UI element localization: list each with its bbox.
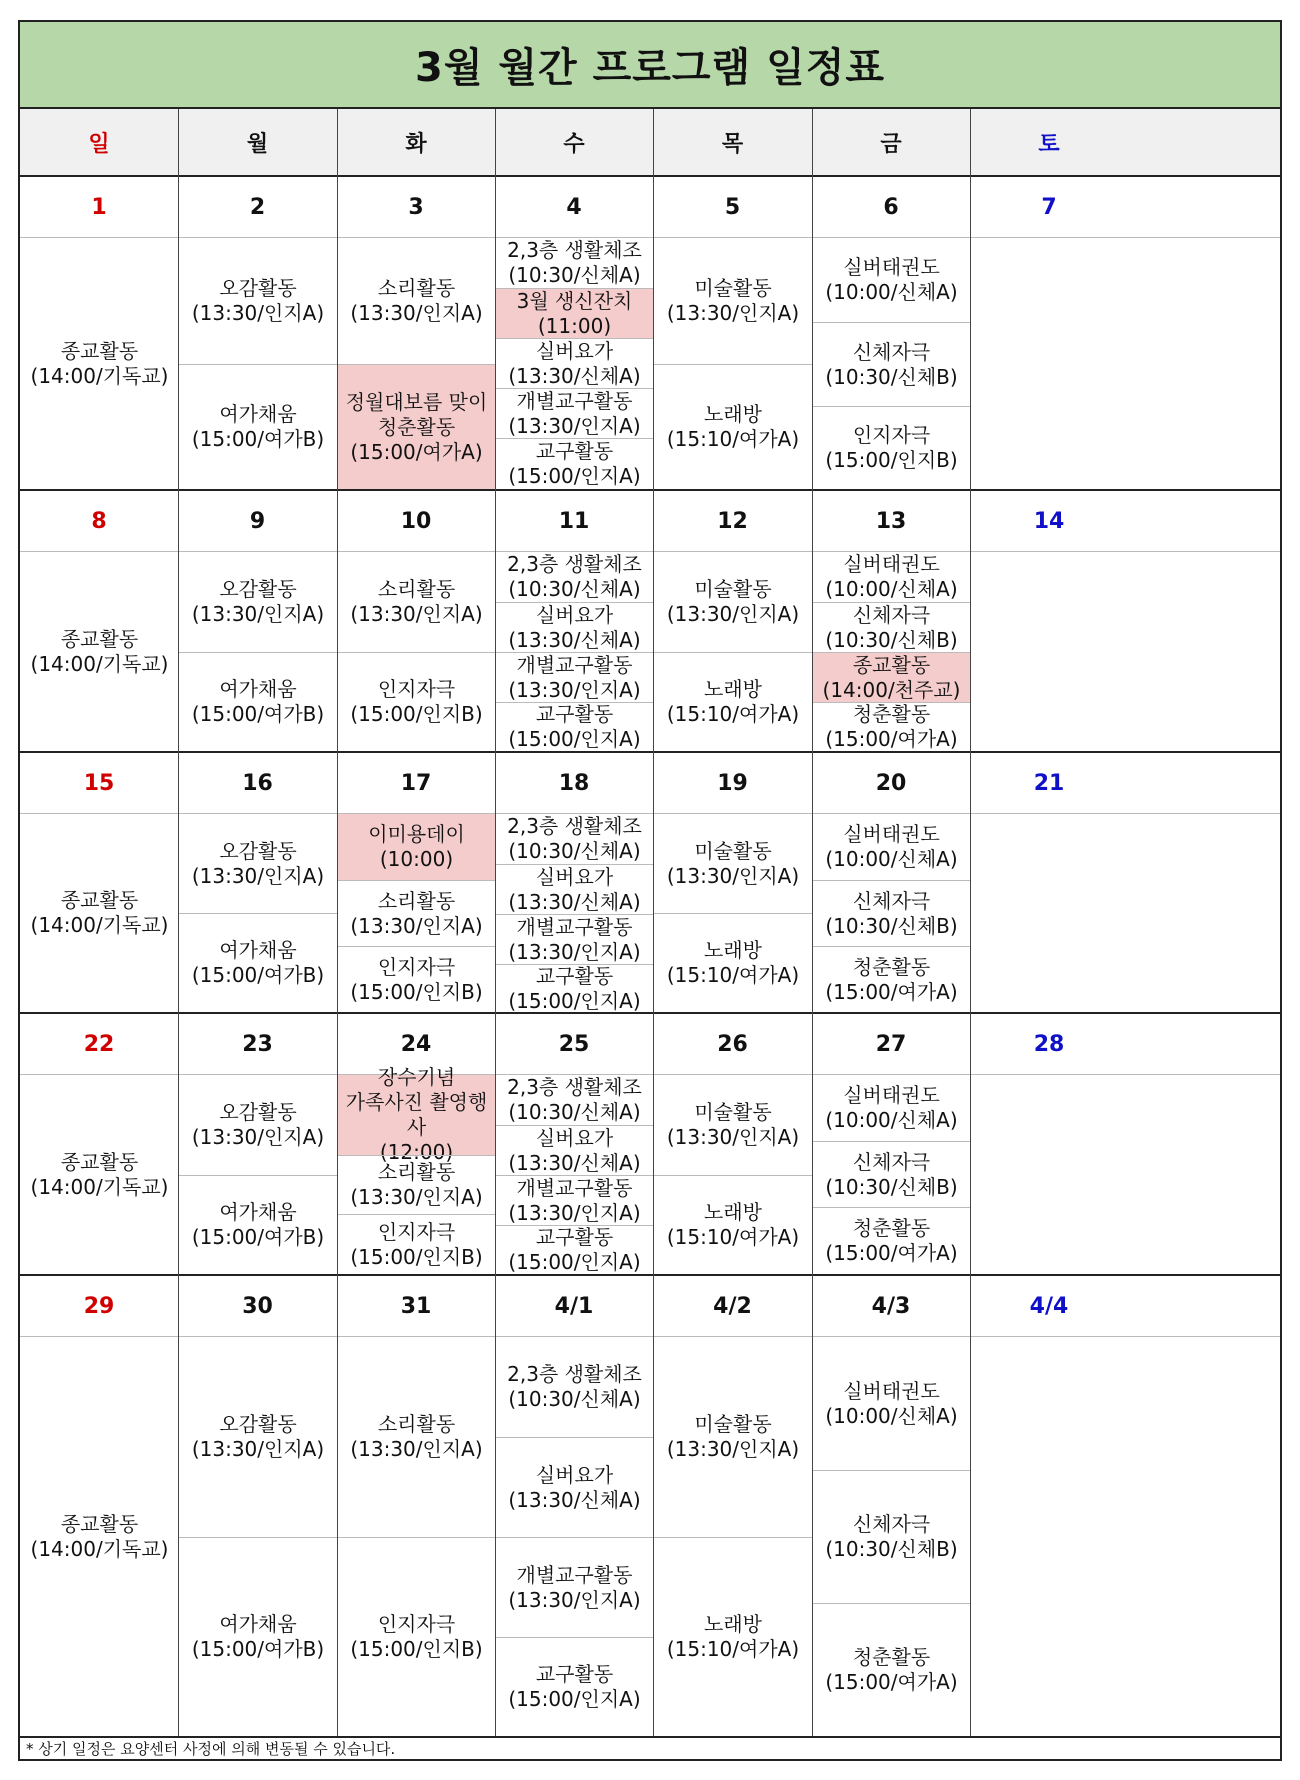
activity-name: 소리활동	[377, 888, 456, 913]
activity-time: (10:30/신체B)	[825, 627, 958, 652]
weekday-header-row	[20, 109, 1280, 177]
activity-cell	[654, 364, 812, 489]
activity-cell	[179, 1075, 337, 1175]
activity-time: (14:00/천주교)	[822, 677, 961, 702]
activity-name: 노래방	[704, 1200, 762, 1224]
activity-time: (14:00/기독교)	[30, 363, 169, 388]
column-divider	[337, 109, 338, 1736]
date-number: 10	[400, 508, 432, 534]
activity-cell	[21, 552, 178, 751]
special-event-cell	[338, 1065, 495, 1164]
activity-time: (10:30/신체A)	[508, 263, 641, 287]
activity-cell	[813, 1207, 970, 1274]
activity-time: (13:30/인지A)	[666, 1125, 800, 1149]
activity-name: 청춘활동	[377, 414, 456, 439]
activity-cell	[496, 814, 653, 864]
activity-time: (13:30/인지A)	[666, 1437, 800, 1461]
date-number: 4/2	[713, 1293, 752, 1319]
special-event-cell	[496, 288, 653, 338]
activity-name: 소리활동	[377, 276, 456, 300]
activity-name: 실버태권도	[843, 255, 940, 279]
activity-cell	[654, 1537, 812, 1736]
activity-time: (15:00/인지B)	[350, 702, 483, 726]
activity-name: 2,3층 생활체조	[507, 238, 642, 262]
date-number: 28	[1033, 1031, 1065, 1057]
date-number: 14	[1033, 508, 1065, 534]
date-number: 17	[400, 770, 432, 796]
activity-name: 교구활동	[535, 963, 614, 988]
date-number: 4	[566, 194, 582, 220]
activity-time: (14:00/기독교)	[30, 651, 169, 676]
activity-name: 미술활동	[694, 577, 772, 601]
activity-cell	[813, 1075, 970, 1141]
week-row	[20, 1274, 1280, 1736]
activity-cell	[179, 913, 337, 1012]
activity-name: 신체자극	[852, 1149, 931, 1174]
date-number: 26	[717, 1031, 748, 1057]
activity-cell	[813, 702, 970, 751]
activity-time: (15:00/여가B)	[191, 1637, 325, 1661]
column-divider	[495, 109, 496, 1736]
activity-time: (15:10/여가A)	[666, 963, 800, 987]
activity-cell	[21, 814, 178, 1012]
column-divider	[812, 109, 813, 1736]
activity-time: (11:00)	[537, 313, 612, 338]
activity-cell	[496, 602, 653, 652]
activity-time: (10:30/신체B)	[825, 1174, 958, 1199]
date-number: 4/1	[554, 1293, 594, 1319]
activity-name: 장수기념	[377, 1065, 456, 1089]
activity-name: 개별교구활동	[516, 388, 633, 413]
weekday-label-thu: 목	[721, 131, 744, 157]
activity-cell	[338, 1537, 495, 1736]
activity-name: 인지자극	[377, 1219, 456, 1244]
activity-cell	[179, 364, 337, 489]
activity-cell	[496, 864, 653, 914]
activity-name: 개별교구활동	[516, 1562, 633, 1587]
weekday-label-mon: 월	[246, 131, 269, 157]
activity-cell	[496, 1125, 653, 1175]
column-divider	[178, 109, 179, 1736]
week-row	[20, 751, 1280, 1012]
activity-name: 인지자극	[377, 677, 456, 701]
activity-time: (13:30/인지A)	[508, 939, 641, 964]
activity-name: 소리활동	[377, 1160, 456, 1184]
activity-cell	[338, 946, 495, 1012]
activity-cell	[813, 814, 970, 880]
activity-cell	[813, 552, 970, 602]
activity-cell	[496, 1225, 653, 1274]
date-number: 27	[875, 1031, 907, 1057]
activity-cell	[496, 1175, 653, 1225]
activity-cell	[496, 1437, 653, 1537]
date-number: 8	[91, 508, 107, 534]
activity-time: (13:30/인지A)	[508, 1587, 641, 1612]
weekday-label-wed: 수	[563, 131, 585, 157]
activity-name: 여가채움	[219, 1200, 297, 1224]
special-event-cell	[813, 652, 970, 702]
activity-name: 노래방	[704, 938, 762, 962]
date-number: 29	[83, 1293, 115, 1319]
activity-time: (15:10/여가A)	[666, 1225, 800, 1249]
weekday-label-sat: 토	[1038, 131, 1060, 157]
activity-time: (13:30/인지A)	[666, 301, 800, 325]
activity-time: (13:30/인지A)	[350, 301, 483, 325]
activity-name: 소리활동	[377, 577, 456, 601]
date-number: 23	[242, 1031, 273, 1057]
activity-cell	[496, 1637, 653, 1736]
activity-cell	[813, 946, 970, 1012]
activity-name: 2,3층 생활체조	[507, 1075, 642, 1099]
date-number: 4/4	[1029, 1293, 1069, 1319]
activity-name: 실버요가	[535, 864, 614, 889]
column-divider	[970, 109, 971, 1736]
activity-name: 여가채움	[219, 938, 297, 962]
activity-cell	[21, 1337, 178, 1736]
activity-name: 교구활동	[535, 1225, 614, 1249]
activity-time: (13:30/신체A)	[508, 889, 641, 914]
date-number: 16	[242, 770, 273, 796]
activity-time: (15:00/여가B)	[191, 702, 325, 726]
activity-time: (10:30/신체A)	[508, 1387, 641, 1411]
activity-time: (13:30/신체A)	[508, 627, 641, 652]
activity-time: (13:30/인지A)	[191, 1437, 325, 1461]
activity-name: 신체자극	[852, 1512, 931, 1536]
activity-name: 청춘활동	[852, 1216, 931, 1240]
activity-cell	[813, 1337, 970, 1470]
weekday-label-sun: 일	[88, 131, 110, 157]
schedule-sheet	[18, 20, 1282, 1761]
activity-cell	[496, 652, 653, 702]
activity-cell	[338, 238, 495, 364]
activity-time: (13:30/신체A)	[508, 363, 641, 388]
activity-time: (10:00)	[379, 847, 454, 871]
date-number: 12	[717, 508, 748, 534]
date-number: 25	[558, 1031, 590, 1057]
date-number: 13	[875, 508, 907, 534]
activity-time: (15:00/인지A)	[508, 1250, 641, 1274]
activity-cell	[813, 322, 970, 406]
activity-cell	[496, 438, 653, 489]
activity-cell	[813, 238, 970, 322]
weekday-label-tue: 화	[405, 131, 427, 157]
activity-cell	[338, 1337, 495, 1537]
date-number: 19	[717, 770, 748, 796]
activity-time: (15:00/여가A)	[825, 1670, 958, 1694]
activity-time: (10:00/신체A)	[825, 1403, 958, 1428]
activity-cell	[654, 913, 812, 1012]
activity-name: 종교활동	[60, 1511, 139, 1536]
activity-name: 실버태권도	[843, 1083, 940, 1107]
week-row	[20, 489, 1280, 751]
activity-time: (15:00/인지B)	[825, 448, 958, 472]
special-event-cell	[338, 364, 495, 489]
date-number: 5	[724, 194, 741, 220]
activity-name: 신체자극	[852, 339, 931, 364]
activity-cell	[813, 602, 970, 652]
activity-time: (15:00/여가A)	[825, 979, 958, 1004]
activity-time: (15:00/여가A)	[825, 727, 958, 751]
activity-time: (15:10/여가A)	[666, 427, 800, 451]
activity-name: 여가채움	[219, 402, 297, 426]
activity-cell	[813, 1141, 970, 1207]
activity-cell	[496, 914, 653, 964]
date-number: 1	[91, 194, 107, 220]
activity-time: (13:30/인지A)	[350, 602, 483, 626]
activity-cell	[338, 880, 495, 946]
activity-time: (15:00/인지A)	[508, 988, 641, 1013]
activity-time: (15:10/여가A)	[666, 702, 800, 726]
activity-cell	[813, 1470, 970, 1603]
activity-name: 2,3층 생활체조	[507, 552, 642, 576]
activity-name: 미술활동	[694, 1412, 772, 1436]
activity-cell	[179, 1175, 337, 1274]
activity-time: (15:00/인지B)	[350, 1637, 483, 1661]
activity-time: (15:10/여가A)	[666, 1637, 800, 1661]
activity-cell	[338, 1214, 495, 1274]
week-row	[20, 177, 1280, 489]
activity-time: (10:30/신체B)	[825, 1537, 958, 1561]
activity-cell	[179, 1537, 337, 1736]
activity-name: 실버태권도	[843, 1378, 940, 1403]
activity-name: 오감활동	[219, 577, 297, 601]
date-number: 2	[249, 194, 266, 220]
date-number: 18	[558, 770, 590, 796]
activity-name: 소리활동	[377, 1412, 456, 1436]
activity-cell	[813, 406, 970, 489]
date-number: 7	[1041, 194, 1057, 220]
activity-name: 2,3층 생활체조	[507, 1362, 642, 1386]
activity-cell	[179, 238, 337, 364]
activity-time: (15:00/여가A)	[825, 1241, 958, 1265]
activity-cell	[496, 552, 653, 602]
activity-time: (10:30/신체B)	[825, 364, 958, 389]
weekday-label-fri: 금	[880, 131, 902, 157]
activity-time: (10:00/신체A)	[825, 847, 958, 871]
activity-cell	[654, 1175, 812, 1274]
activity-cell	[496, 238, 653, 288]
activity-cell	[496, 1537, 653, 1637]
activity-time: (13:30/인지A)	[191, 602, 325, 626]
activity-time: (15:00/여가B)	[191, 963, 325, 987]
activity-name: 신체자극	[852, 602, 931, 627]
activity-name: 오감활동	[219, 276, 297, 300]
week-row	[20, 1012, 1280, 1274]
date-number: 3	[408, 194, 424, 220]
activity-time: (13:30/인지A)	[350, 1185, 483, 1209]
activity-name: 종교활동	[60, 888, 139, 912]
activity-name: 노래방	[704, 677, 762, 701]
activity-name: 3월 생신잔치	[516, 288, 633, 313]
activity-name: 여가채움	[219, 677, 297, 701]
activity-cell	[496, 702, 653, 751]
activity-time: (14:00/기독교)	[30, 1174, 169, 1199]
activity-time: (10:30/신체A)	[508, 577, 641, 601]
activity-name: 청춘활동	[852, 702, 931, 726]
activity-name: 이미용데이	[368, 822, 465, 846]
activity-time: (13:30/신체A)	[508, 1150, 641, 1175]
activity-name: 실버태권도	[843, 552, 940, 576]
activity-time: (10:00/신체A)	[825, 1108, 958, 1132]
activity-cell	[496, 388, 653, 438]
activity-name: 실버요가	[535, 1462, 614, 1487]
activity-cell	[654, 238, 812, 364]
date-number: 20	[875, 770, 907, 796]
activity-cell	[654, 1075, 812, 1175]
activity-time: (10:30/신체A)	[508, 1100, 641, 1124]
activity-cell	[813, 1603, 970, 1736]
activity-name: 실버요가	[535, 338, 614, 363]
activity-name: 신체자극	[852, 888, 931, 913]
activity-time: (15:00/인지A)	[508, 464, 641, 488]
activity-time: (15:00/인지B)	[350, 979, 483, 1004]
activity-cell	[496, 338, 653, 388]
date-number: 11	[558, 508, 590, 534]
activity-name: 노래방	[704, 402, 762, 426]
activity-time: (12:00)	[379, 1140, 454, 1164]
column-divider	[653, 109, 654, 1736]
activity-cell	[21, 238, 178, 489]
activity-cell	[338, 552, 495, 652]
activity-cell	[654, 1337, 812, 1537]
activity-name: 인지자극	[377, 1612, 456, 1636]
activity-time: (10:30/신체A)	[508, 839, 641, 863]
activity-time: (15:00/인지B)	[350, 1244, 483, 1269]
activity-name: 실버태권도	[843, 822, 940, 846]
activity-name: 노래방	[704, 1612, 762, 1636]
activity-time: (10:00/신체A)	[825, 280, 958, 304]
activity-cell	[179, 814, 337, 913]
date-number: 22	[83, 1031, 115, 1057]
activity-cell	[179, 552, 337, 652]
activity-name: 교구활동	[535, 1662, 614, 1686]
date-number: 30	[242, 1293, 273, 1319]
special-event-cell	[338, 814, 495, 880]
activity-name: 개별교구활동	[516, 1175, 633, 1200]
activity-name: 종교활동	[60, 626, 139, 651]
activity-time: (13:30/인지A)	[191, 863, 325, 888]
activity-time: (14:00/기독교)	[30, 1536, 169, 1561]
activity-time: (13:30/인지A)	[191, 1125, 325, 1149]
activity-cell	[654, 814, 812, 913]
activity-cell	[496, 1075, 653, 1125]
activity-name: 종교활동	[60, 1149, 139, 1174]
activity-name: 오감활동	[219, 838, 297, 863]
activity-name: 종교활동	[60, 338, 139, 363]
activity-time: (13:30/인지A)	[350, 1437, 483, 1461]
activity-name: 정월대보름 맞이	[345, 389, 488, 414]
date-number: 21	[1033, 770, 1065, 796]
activity-name: 개별교구활동	[516, 914, 633, 939]
date-number: 31	[400, 1293, 432, 1319]
activity-cell	[338, 1155, 495, 1214]
activity-name: 가족사진 촬영행사	[345, 1090, 488, 1139]
page-title: 3월 월간 프로그램 일정표	[20, 22, 1280, 109]
activity-name: 실버요가	[535, 602, 614, 627]
activity-name: 실버요가	[535, 1125, 614, 1150]
date-number: 15	[83, 770, 115, 796]
activity-name: 청춘활동	[852, 954, 931, 979]
activity-time: (13:30/인지A)	[191, 301, 325, 325]
activity-name: 개별교구활동	[516, 652, 633, 677]
activity-time: (13:30/인지A)	[350, 913, 483, 938]
activity-time: (13:30/인지A)	[508, 677, 641, 702]
activity-time: (13:30/인지A)	[508, 413, 641, 438]
date-number: 4/3	[871, 1293, 911, 1319]
activity-name: 미술활동	[694, 838, 772, 863]
activity-name: 교구활동	[535, 702, 614, 726]
date-number: 9	[249, 508, 266, 534]
activity-cell	[654, 652, 812, 751]
activity-time: (15:00/여가A)	[350, 439, 483, 464]
activity-time: (14:00/기독교)	[30, 913, 169, 937]
activity-name: 2,3층 생활체조	[507, 814, 642, 838]
activity-cell	[179, 652, 337, 751]
activity-name: 미술활동	[694, 1100, 772, 1124]
activity-cell	[21, 1075, 178, 1274]
activity-cell	[496, 1337, 653, 1437]
activity-time: (15:00/인지A)	[508, 1687, 641, 1711]
activity-cell	[496, 964, 653, 1012]
activity-cell	[654, 552, 812, 652]
activity-name: 인지자극	[852, 423, 931, 447]
activity-cell	[179, 1337, 337, 1537]
activity-time: (13:30/인지A)	[666, 863, 800, 888]
activity-time: (15:00/여가B)	[191, 427, 325, 451]
activity-time: (10:00/신체A)	[825, 577, 958, 601]
activity-name: 여가채움	[219, 1612, 297, 1636]
date-number: 24	[400, 1031, 432, 1057]
activity-time: (13:30/인지A)	[508, 1200, 641, 1225]
activity-name: 교구활동	[535, 439, 614, 463]
activity-time: (13:30/인지A)	[666, 602, 800, 626]
footnote: * 상기 일정은 요양센터 사정에 의해 변동될 수 있습니다.	[20, 1736, 1280, 1759]
activity-time: (13:30/신체A)	[508, 1487, 641, 1512]
activity-name: 오감활동	[219, 1412, 297, 1436]
date-number: 6	[883, 194, 899, 220]
activity-cell	[813, 880, 970, 946]
activity-time: (10:30/신체B)	[825, 913, 958, 938]
activity-time: (15:00/여가B)	[191, 1225, 325, 1249]
activity-name: 미술활동	[694, 276, 772, 300]
activity-cell	[338, 652, 495, 751]
activity-name: 인지자극	[377, 954, 456, 979]
activity-time: (15:00/인지A)	[508, 727, 641, 751]
activity-name: 청춘활동	[852, 1645, 931, 1669]
activity-name: 오감활동	[219, 1100, 297, 1124]
activity-name: 종교활동	[852, 652, 931, 677]
